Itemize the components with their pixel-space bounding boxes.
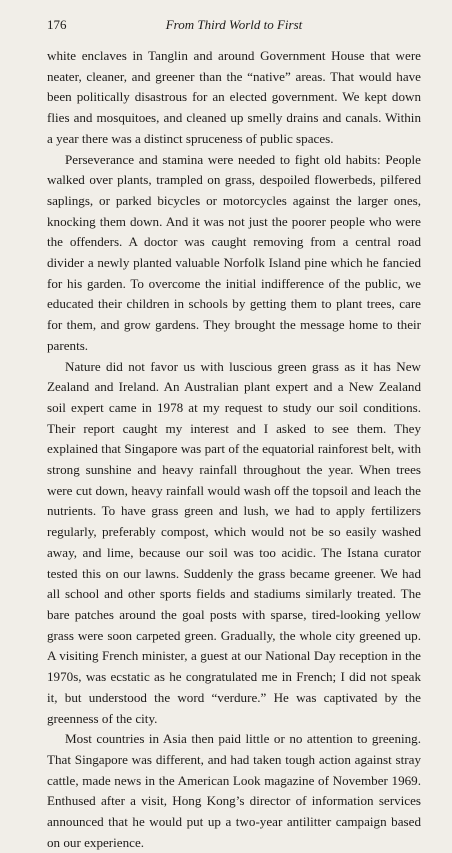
paragraph-1: white enclaves in Tanglin and around Government House that were neater, cleaner, and greener than the “native” areas. That would have been politically disastrous for an elected government. We kept down flies and mosquitoes, and cleaned up smelly drains and canals. Within a year there was a distinct spruceness of public spaces.	[47, 48, 421, 146]
running-title: From Third World to First	[165, 17, 303, 32]
paragraph-4: Most countries in Asia then paid little or no attention to greening. That Singapore was different, and had taken tough action against stray cattle, made news in the American Look magazine of November 1969. Enthused after a visit, Hong Kong’s director of information services announced that he would put up a two-year antilitter campaign based on our experience.	[47, 731, 421, 850]
running-head	[47, 15, 421, 37]
body-text	[47, 46, 421, 853]
paragraph-3: Nature did not favor us with luscious green grass as it has New Zealand and Ireland. An Australian plant expert and a New Zealand soil expert came in 1978 at my request to study our soil conditions. Their report caught my interest and I asked to see them. They explained that Singapore was part of the equatorial rainforest belt, with strong sunshine and heavy rainfall throughout the year. When trees were cut down, heavy rainfall would wash off the topsoil and leach the nutrients. To have grass green and lush, we had to apply fertilizers regularly, preferably compost, which would not be so easily washed away, and lime, because our soil was too acidic. The Istana curator tested this on our lawns. Suddenly the grass became greener. We had all school and other sports fields and stadiums similarly treated. The bare patches around the goal posts with sparse, tired-looking yellow grass were soon carpeted green. Gradually, the whole city greened up. A visiting French minister, a guest at our National Day reception in the 1970s, was ecstatic as he congratulated me in French; I did not speak it, but understood the word “verdure.” He was captivated by the greenness of the city.	[47, 358, 421, 726]
page-number: 176	[47, 17, 67, 32]
paragraph-2: Perseverance and stamina were needed to fight old habits: People walked over plants, trampled on grass, despoiled flowerbeds, pilfered saplings, or parked bicycles or motorcycles against the larger ones, knocking them down. And it was not just the poorer people who were the offenders. A doctor was caught removing from a central road divider a newly planted valuable Norfolk Island pine which he fancied for his garden. To overcome the initial indifference of the public, we educated their children in schools by getting them to plant trees, care for them, and grow gardens. They brought the message home to their parents.	[47, 151, 421, 353]
